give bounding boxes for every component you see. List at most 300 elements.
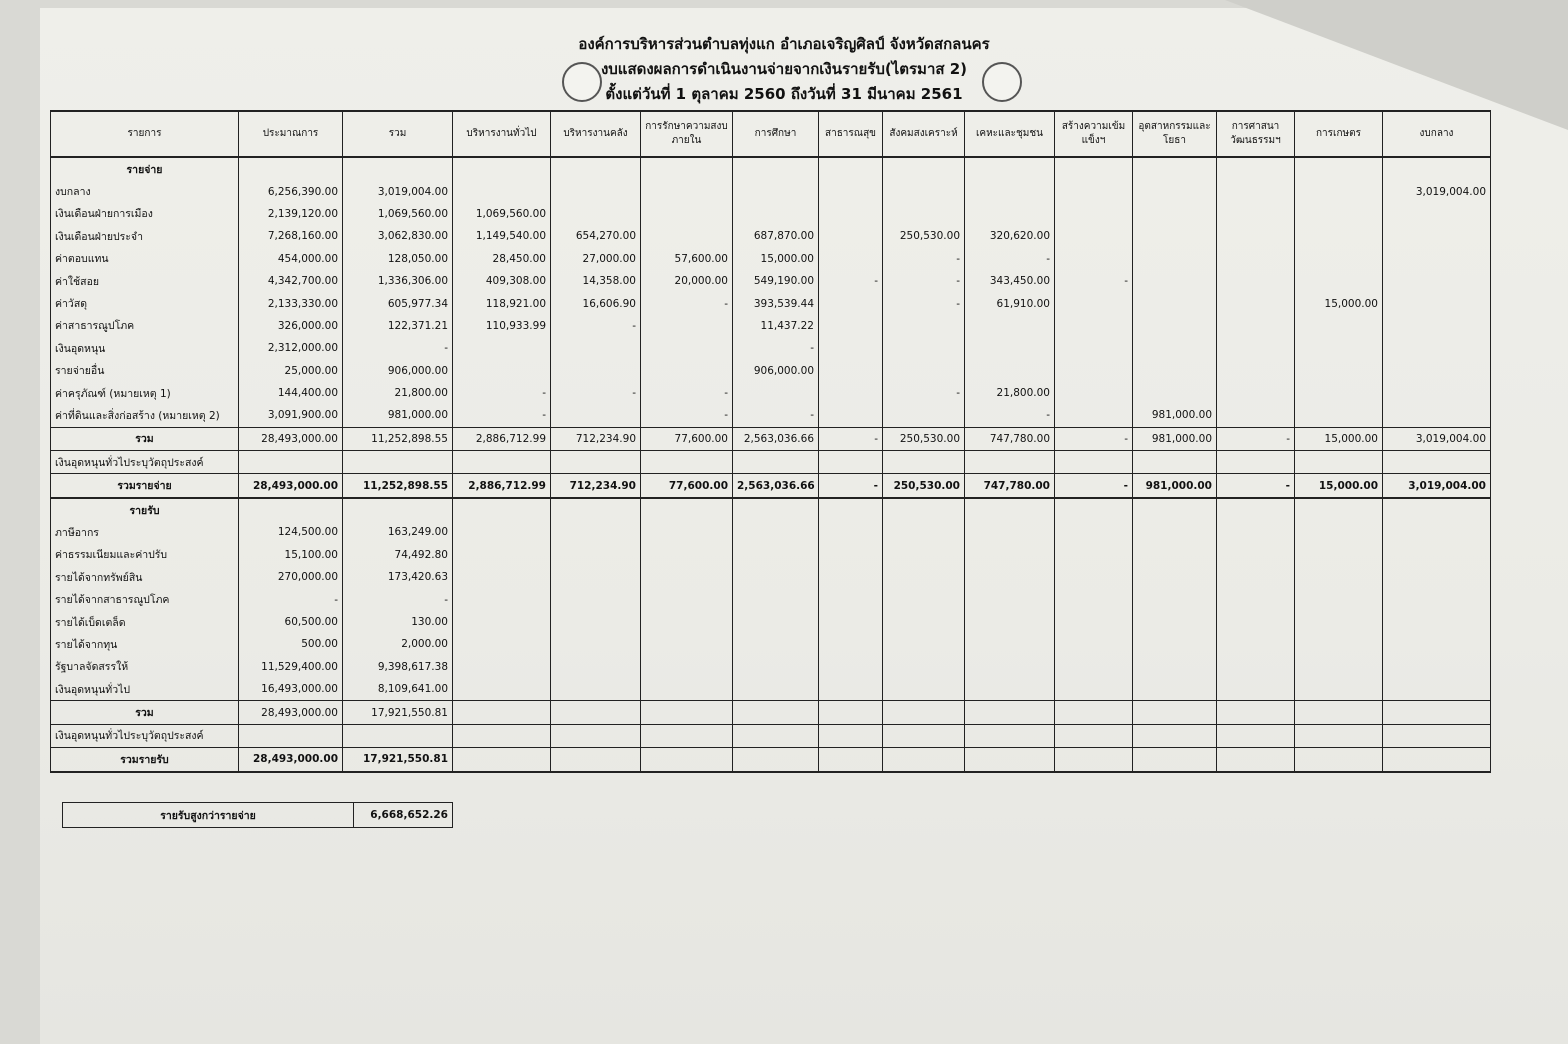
table-cell: - (239, 588, 343, 610)
table-cell: 124,500.00 (239, 521, 343, 543)
table-cell (641, 225, 733, 247)
table-cell: 654,270.00 (551, 225, 641, 247)
subsidy-row (51, 724, 1491, 747)
row-label: รายได้จากทุน (51, 633, 239, 655)
table-cell: 2,133,330.00 (239, 292, 343, 314)
table-cell (641, 611, 733, 633)
surplus-row (62, 802, 453, 828)
table-cell (1295, 498, 1383, 521)
table-cell: 1,336,306.00 (343, 270, 453, 292)
table-cell (1133, 203, 1217, 225)
table-cell (819, 701, 883, 724)
table-cell (641, 203, 733, 225)
expense-grand-total-row (51, 474, 1491, 498)
table-cell: 981,000.00 (1133, 427, 1217, 450)
table-cell (641, 748, 733, 772)
org-title: องค์การบริหารส่วนตำบลทุ่งแก อำเภอเจริญศิลป์ จังหวัดสกลนคร (578, 35, 990, 53)
report-title: งบแสดงผลการดำเนินงานจ่ายจากเงินรายรับ(ไตรมาส 2) (600, 60, 968, 78)
table-cell (1217, 404, 1295, 427)
table-cell (1217, 248, 1295, 270)
column-header: รายการ (51, 111, 239, 157)
table-cell: 122,371.21 (343, 315, 453, 337)
table-cell (1295, 404, 1383, 427)
column-header: รวม (343, 111, 453, 157)
table-cell: 28,493,000.00 (239, 474, 343, 498)
table-cell (343, 451, 453, 474)
table-cell (1217, 157, 1295, 180)
table-cell (453, 337, 551, 359)
table-cell: 2,000.00 (343, 633, 453, 655)
table-cell (1217, 315, 1295, 337)
table-cell: 3,019,004.00 (1383, 427, 1491, 450)
table-cell (1383, 544, 1491, 566)
table-cell (1295, 678, 1383, 701)
table-cell (819, 157, 883, 180)
section-title: รายรับ (51, 498, 239, 521)
table-cell (453, 678, 551, 701)
table-cell (819, 656, 883, 678)
column-header: อุตสาหกรรมและโยธา (1133, 111, 1217, 157)
table-cell: 320,620.00 (965, 225, 1055, 247)
table-cell: 6,256,390.00 (239, 180, 343, 202)
table-cell (1295, 544, 1383, 566)
table-cell (551, 656, 641, 678)
table-cell (883, 656, 965, 678)
table-cell (239, 157, 343, 180)
table-cell (965, 701, 1055, 724)
table-cell (965, 521, 1055, 543)
table-cell (1055, 315, 1133, 337)
row-label: เงินเดือนฝ่ายการเมือง (51, 203, 239, 225)
table-header-row (51, 111, 1491, 157)
table-cell: 2,139,120.00 (239, 203, 343, 225)
table-cell (1133, 451, 1217, 474)
table-cell (883, 451, 965, 474)
table-cell (1383, 498, 1491, 521)
table-cell (1295, 315, 1383, 337)
table-cell (1383, 701, 1491, 724)
table-cell: 747,780.00 (965, 474, 1055, 498)
table-cell (819, 382, 883, 404)
table-cell (1133, 656, 1217, 678)
table-cell (965, 157, 1055, 180)
table-cell (1217, 292, 1295, 314)
table-cell (819, 678, 883, 701)
column-header: บริหารงานคลัง (551, 111, 641, 157)
table-cell (733, 633, 819, 655)
table-cell (1055, 382, 1133, 404)
table-cell (551, 748, 641, 772)
table-cell (1217, 225, 1295, 247)
table-cell (1133, 248, 1217, 270)
table-cell: - (1217, 474, 1295, 498)
table-cell (1133, 701, 1217, 724)
table-cell: - (453, 404, 551, 427)
row-label: รายจ่ายอื่น (51, 360, 239, 382)
table-cell: 549,190.00 (733, 270, 819, 292)
table-cell: 17,921,550.81 (343, 748, 453, 772)
table-cell: 60,500.00 (239, 611, 343, 633)
table-cell (1217, 678, 1295, 701)
table-cell (819, 544, 883, 566)
table-cell: 57,600.00 (641, 248, 733, 270)
row-label: เงินอุดหนุนทั่วไป (51, 678, 239, 701)
table-cell (239, 724, 343, 747)
table-cell: 16,606.90 (551, 292, 641, 314)
table-cell: 981,000.00 (343, 404, 453, 427)
table-cell (1217, 521, 1295, 543)
table-cell (819, 292, 883, 314)
table-cell (1295, 656, 1383, 678)
table-cell (819, 180, 883, 202)
table-cell (965, 315, 1055, 337)
table-cell (1383, 451, 1491, 474)
table-cell (1295, 360, 1383, 382)
table-cell: 15,000.00 (1295, 427, 1383, 450)
table-cell (733, 566, 819, 588)
document-header (0, 32, 1568, 107)
table-cell (1133, 611, 1217, 633)
table-cell (1055, 588, 1133, 610)
table-cell (641, 157, 733, 180)
table-cell (883, 544, 965, 566)
table-cell (1217, 633, 1295, 655)
table-cell (1383, 656, 1491, 678)
table-cell (1133, 748, 1217, 772)
table-cell (1383, 225, 1491, 247)
table-cell (1133, 678, 1217, 701)
table-cell (453, 656, 551, 678)
table-cell (1217, 724, 1295, 747)
table-cell (551, 588, 641, 610)
table-cell: 21,800.00 (343, 382, 453, 404)
table-cell (1055, 292, 1133, 314)
table-cell: 343,450.00 (965, 270, 1055, 292)
table-cell (1295, 337, 1383, 359)
table-cell (965, 451, 1055, 474)
table-cell (1217, 656, 1295, 678)
table-cell (641, 180, 733, 202)
report-period: ตั้งแต่วันที่ 1 ตุลาคม 2560 ถึงวันที่ 31 มีนาคม 2561 (605, 85, 963, 103)
row-label: รายได้จากสาธารณูปโภค (51, 588, 239, 610)
table-cell (883, 701, 965, 724)
table-cell: 11,437.22 (733, 315, 819, 337)
table-cell (819, 724, 883, 747)
table-cell: 3,019,004.00 (1383, 180, 1491, 202)
table-cell (733, 611, 819, 633)
table-cell (1133, 588, 1217, 610)
table-cell (733, 588, 819, 610)
table-cell (1055, 701, 1133, 724)
table-row (51, 315, 1491, 337)
table-cell (1295, 521, 1383, 543)
table-cell (1133, 360, 1217, 382)
table-cell: 1,149,540.00 (453, 225, 551, 247)
table-cell (1383, 724, 1491, 747)
table-cell: 409,308.00 (453, 270, 551, 292)
table-cell (883, 748, 965, 772)
table-cell (1217, 270, 1295, 292)
table-cell (1055, 248, 1133, 270)
table-cell: - (883, 248, 965, 270)
table-cell (1217, 360, 1295, 382)
table-row (51, 337, 1491, 359)
section-title: รายจ่าย (51, 157, 239, 180)
table-row (51, 566, 1491, 588)
table-cell: 712,234.90 (551, 427, 641, 450)
column-header: การศึกษา (733, 111, 819, 157)
table-cell (1217, 748, 1295, 772)
subsidy-row (51, 451, 1491, 474)
table-cell (1133, 180, 1217, 202)
column-header: งบกลาง (1383, 111, 1491, 157)
row-label: รวมรายจ่าย (51, 474, 239, 498)
table-cell (1217, 451, 1295, 474)
table-row (51, 180, 1491, 202)
table-cell (1133, 633, 1217, 655)
table-cell (819, 203, 883, 225)
table-cell (1133, 337, 1217, 359)
table-cell: - (343, 337, 453, 359)
table-row (51, 656, 1491, 678)
table-cell (965, 748, 1055, 772)
row-label: รวมรายรับ (51, 748, 239, 772)
table-cell: 15,100.00 (239, 544, 343, 566)
table-cell (1217, 203, 1295, 225)
table-cell (733, 748, 819, 772)
row-label: รัฐบาลจัดสรรให้ (51, 656, 239, 678)
table-row (51, 633, 1491, 655)
table-cell: - (1055, 427, 1133, 450)
table-cell: 712,234.90 (551, 474, 641, 498)
table-cell (1383, 748, 1491, 772)
table-cell (641, 701, 733, 724)
table-cell (819, 248, 883, 270)
table-cell: - (551, 382, 641, 404)
table-cell (819, 404, 883, 427)
table-cell (1055, 656, 1133, 678)
table-cell: - (733, 337, 819, 359)
table-cell (343, 498, 453, 521)
table-cell (965, 656, 1055, 678)
table-cell (1383, 382, 1491, 404)
table-cell: - (1217, 427, 1295, 450)
table-cell (965, 337, 1055, 359)
table-cell: 77,600.00 (641, 474, 733, 498)
table-cell: - (819, 474, 883, 498)
table-cell (819, 337, 883, 359)
table-row (51, 544, 1491, 566)
row-label: ค่าที่ดินและสิ่งก่อสร้าง (หมายเหตุ 2) (51, 404, 239, 427)
table-cell (1383, 157, 1491, 180)
table-cell (551, 678, 641, 701)
table-cell (733, 498, 819, 521)
table-cell: 14,358.00 (551, 270, 641, 292)
table-cell (1217, 611, 1295, 633)
table-cell (819, 521, 883, 543)
table-cell (641, 498, 733, 521)
table-cell: 747,780.00 (965, 427, 1055, 450)
table-cell (1217, 337, 1295, 359)
section-row (51, 498, 1491, 521)
table-cell (1055, 724, 1133, 747)
table-cell (819, 611, 883, 633)
row-label: ค่าใช้สอย (51, 270, 239, 292)
income-grand-total-row (51, 748, 1491, 772)
table-cell (551, 498, 641, 521)
table-cell (883, 157, 965, 180)
table-row (51, 521, 1491, 543)
row-label: เงินอุดหนุนทั่วไประบุวัตถุประสงค์ (51, 724, 239, 747)
table-cell: - (965, 404, 1055, 427)
table-cell (883, 180, 965, 202)
table-cell: 270,000.00 (239, 566, 343, 588)
financial-table (50, 110, 1491, 773)
expense-total-row (51, 427, 1491, 450)
table-cell (551, 633, 641, 655)
table-cell (1133, 544, 1217, 566)
table-row (51, 382, 1491, 404)
table-cell (453, 451, 551, 474)
table-cell (965, 678, 1055, 701)
table-cell (965, 498, 1055, 521)
table-cell: - (1055, 270, 1133, 292)
row-label: รายได้จากทรัพย์สิน (51, 566, 239, 588)
table-cell (551, 180, 641, 202)
table-cell: 2,312,000.00 (239, 337, 343, 359)
table-cell (1295, 588, 1383, 610)
table-cell: 605,977.34 (343, 292, 453, 314)
table-cell: 11,252,898.55 (343, 474, 453, 498)
table-cell: 906,000.00 (733, 360, 819, 382)
table-cell (1055, 203, 1133, 225)
table-cell (883, 203, 965, 225)
table-cell (1055, 225, 1133, 247)
table-cell (453, 566, 551, 588)
table-cell: 3,019,004.00 (1383, 474, 1491, 498)
table-cell (1383, 404, 1491, 427)
table-cell: 28,493,000.00 (239, 748, 343, 772)
table-cell (1383, 611, 1491, 633)
table-cell (1055, 748, 1133, 772)
table-cell: 393,539.44 (733, 292, 819, 314)
table-row (51, 360, 1491, 382)
table-cell: 250,530.00 (883, 474, 965, 498)
table-cell: - (819, 270, 883, 292)
table-cell: - (551, 315, 641, 337)
table-cell (819, 360, 883, 382)
table-cell (733, 656, 819, 678)
table-cell (1055, 678, 1133, 701)
table-cell (1295, 748, 1383, 772)
table-cell: 2,886,712.99 (453, 427, 551, 450)
row-label: ค่าวัสดุ (51, 292, 239, 314)
table-cell: 15,000.00 (1295, 474, 1383, 498)
table-row (51, 611, 1491, 633)
table-row (51, 203, 1491, 225)
row-label: ค่าตอบแทน (51, 248, 239, 270)
table-cell (1133, 292, 1217, 314)
table-cell (1133, 157, 1217, 180)
table-cell: - (883, 270, 965, 292)
row-label: งบกลาง (51, 180, 239, 202)
table-cell (453, 588, 551, 610)
table-cell (819, 566, 883, 588)
table-cell: - (819, 427, 883, 450)
table-cell (1133, 566, 1217, 588)
table-row (51, 225, 1491, 247)
table-cell (551, 611, 641, 633)
table-cell (965, 360, 1055, 382)
row-label: รวม (51, 427, 239, 450)
table-cell (1295, 451, 1383, 474)
table-row (51, 588, 1491, 610)
income-total-row (51, 701, 1491, 724)
table-cell (819, 588, 883, 610)
table-cell: 2,886,712.99 (453, 474, 551, 498)
table-cell (1295, 180, 1383, 202)
table-cell (1383, 248, 1491, 270)
table-cell (819, 225, 883, 247)
table-cell: 17,921,550.81 (343, 701, 453, 724)
table-cell (1133, 270, 1217, 292)
table-cell: 981,000.00 (1133, 474, 1217, 498)
table-cell (1133, 382, 1217, 404)
table-cell (1055, 180, 1133, 202)
table-cell (1295, 633, 1383, 655)
table-cell (1295, 701, 1383, 724)
table-cell (1055, 337, 1133, 359)
table-cell (1295, 248, 1383, 270)
table-cell (641, 451, 733, 474)
table-cell (1383, 337, 1491, 359)
table-cell (733, 157, 819, 180)
row-label: รวม (51, 701, 239, 724)
table-cell (1217, 498, 1295, 521)
table-cell (883, 724, 965, 747)
table-cell (1055, 633, 1133, 655)
table-cell (965, 180, 1055, 202)
column-header: สังคมสงเคราะห์ (883, 111, 965, 157)
table-cell (1055, 566, 1133, 588)
table-cell (883, 337, 965, 359)
table-cell (1295, 225, 1383, 247)
table-cell: 250,530.00 (883, 427, 965, 450)
table-cell: 11,529,400.00 (239, 656, 343, 678)
column-header: เคหะและชุมชน (965, 111, 1055, 157)
table-cell: - (453, 382, 551, 404)
table-cell (641, 588, 733, 610)
table-cell: 16,493,000.00 (239, 678, 343, 701)
table-cell: 173,420.63 (343, 566, 453, 588)
table-cell (343, 724, 453, 747)
table-cell: 163,249.00 (343, 521, 453, 543)
row-label: เงินอุดหนุนทั่วไประบุวัตถุประสงค์ (51, 451, 239, 474)
table-cell: 27,000.00 (551, 248, 641, 270)
table-cell (1383, 633, 1491, 655)
table-cell (239, 498, 343, 521)
table-cell (641, 360, 733, 382)
table-cell: 500.00 (239, 633, 343, 655)
table-cell (641, 724, 733, 747)
table-cell: 20,000.00 (641, 270, 733, 292)
table-cell: 74,492.80 (343, 544, 453, 566)
table-row (51, 678, 1491, 701)
table-cell (551, 157, 641, 180)
table-cell (1217, 588, 1295, 610)
table-cell (551, 521, 641, 543)
table-cell (343, 157, 453, 180)
